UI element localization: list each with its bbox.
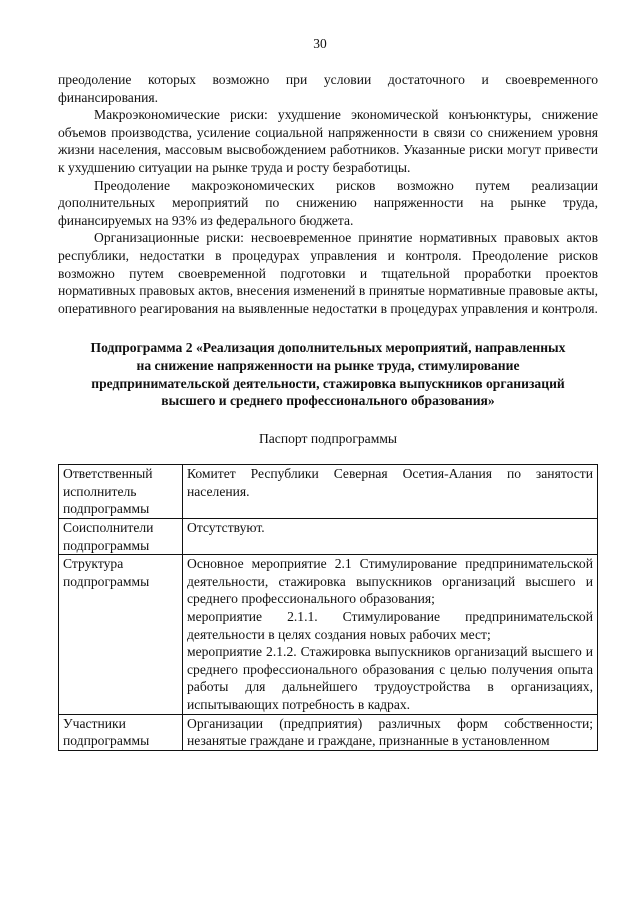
- row-value-line: Основное мероприятие 2.1 Стимулирование предпринимательской деятельности, стажировка выпускников организаций высшего и среднего профессионального образования;: [187, 556, 593, 607]
- page-number: 30: [313, 36, 327, 51]
- row-label: Ответственный исполнитель подпрограммы: [59, 465, 183, 519]
- row-value: [183, 714, 598, 750]
- row-label: Соисполнители подпрограммы: [59, 519, 183, 555]
- paragraph: Организационные риски: несвоевременное принятие нормативных правовых актов республики, недостатки в процедурах управления и контроля. Преодоление рисков возможно путем своевременной подготовки и тщательной проработки проектов нормативных правовых актов, внесения изменений в принятые нормативные правовые акты, оперативного реагирования на выявленные недостатки в процедурах управления и контроля.: [58, 230, 598, 316]
- row-value-line: мероприятие 2.1.2. Стажировка выпускников организаций высшего и среднего профессионального образования с целью получения опыта работы для дальнейшего трудоустройства в организациях, испытывающих потребность в кадрах.: [187, 644, 593, 712]
- row-value-line: мероприятие 2.1.1. Стимулирование предпринимательской деятельности в целях создания новых рабочих мест;: [187, 609, 593, 642]
- page-body: [58, 71, 598, 751]
- paragraph: преодоление которых возможно при условии достаточного и своевременного финансирования.: [58, 72, 598, 105]
- row-value: [183, 519, 598, 555]
- paragraph: Макроэкономические риски: ухудшение экономической конъюнктуры, снижение объемов производства, усиление социальной напряженности в связи со снижением уровня жизни населения, массовым высвобождением работников. Указанные риски могут привести к ухудшению ситуации на рынке труда и росту безработицы.: [58, 107, 598, 175]
- row-value-line: Комитет Республики Северная Осетия-Алания по занятости населения.: [187, 466, 593, 499]
- passport-caption: Паспорт подпрограммы: [258, 430, 398, 446]
- table-row: [59, 555, 598, 714]
- passport-table: [58, 464, 598, 751]
- paragraph: Преодоление макроэкономических рисков возможно путем реализации дополнительных мероприятий по снижению напряженности на рынке труда, финансируемых на 93% из федерального бюджета.: [58, 177, 598, 228]
- row-value-line: Организации (предприятия) различных форм собственности; незанятые граждане и граждане, признанные в установленном: [187, 715, 593, 749]
- row-label: Участники подпрограммы: [59, 714, 183, 750]
- row-label: Структура подпрограммы: [59, 555, 183, 714]
- row-value: [183, 555, 598, 714]
- table-row: [59, 465, 598, 519]
- row-value: [183, 465, 598, 519]
- row-value-line: Отсутствуют.: [187, 520, 265, 536]
- subprogram-heading: Подпрограмма 2 «Реализация дополнительных мероприятий, направленных на снижение напряженности на рынке труда, стимулирование предпринимательской деятельности, стажировка выпускников организаций высшего и среднего профессионального образования»: [90, 340, 566, 409]
- table-row: [59, 714, 598, 750]
- table-row: [59, 519, 598, 555]
